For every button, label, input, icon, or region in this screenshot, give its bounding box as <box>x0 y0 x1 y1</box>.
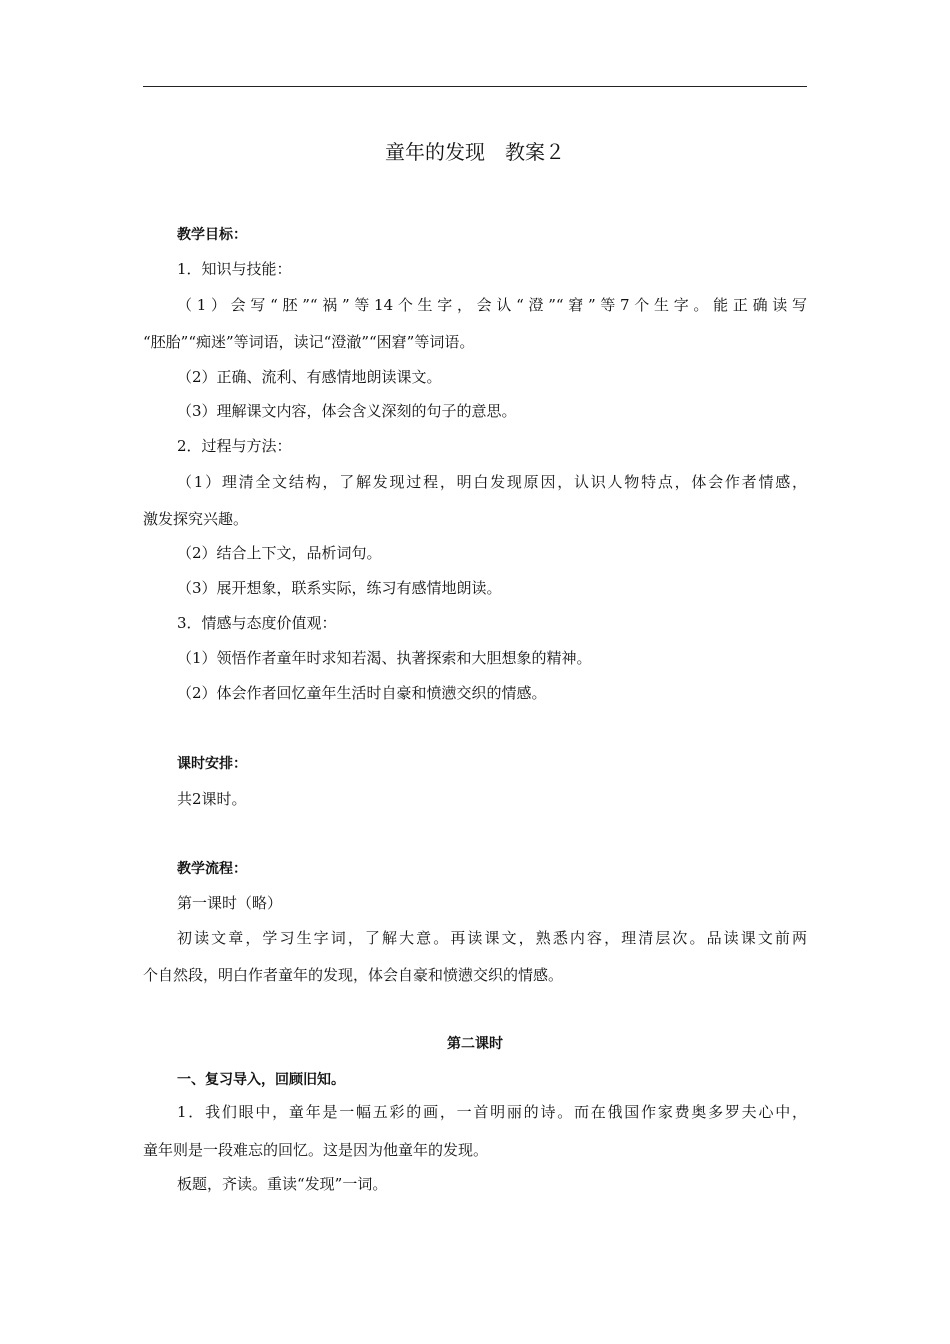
emotion-values-heading: 3．情感与态度价值观： <box>177 614 337 632</box>
step-1-para-2: 板题，齐读。重读“发现”一词。 <box>177 1175 388 1193</box>
emotion-item-1: （1）领悟作者童年时求知若渴、执著探索和大胆想象的精神。 <box>177 649 592 667</box>
knowledge-item-1-line-1: （1）会写“胚”“祸”等14个生字，会认“澄”“窘”等7个生字。能正确读写 <box>177 296 807 314</box>
lesson-1-title: 第一课时（略） <box>177 894 283 912</box>
process-item-1-line-2: 激发探究兴趣。 <box>143 510 249 528</box>
knowledge-item-1-line-2: “胚胎”“痴迷”等词语，读记“澄澈”“困窘”等词语。 <box>143 333 475 351</box>
lesson-1-line-1: 初读文章，学习生字词，了解大意。再读课文，熟悉内容，理清层次。品读课文前两 <box>177 929 807 947</box>
flow-heading: 教学流程： <box>177 861 247 877</box>
objectives-heading: 教学目标： <box>177 227 247 243</box>
step-1-para-1-line-2: 童年则是一段难忘的回忆。这是因为他童年的发现。 <box>143 1141 489 1159</box>
knowledge-skills-heading: 1．知识与技能： <box>177 260 292 278</box>
step-1-heading: 一、复习导入，回顾旧知。 <box>177 1072 345 1088</box>
lesson-1-line-2: 个自然段，明白作者童年的发现，体会自豪和愤懑交织的情感。 <box>143 966 564 984</box>
header-rule <box>143 86 807 87</box>
emotion-item-2: （2）体会作者回忆童年生活时自豪和愤懑交织的情感。 <box>177 684 547 702</box>
process-method-heading: 2．过程与方法： <box>177 437 292 455</box>
schedule-text: 共2课时。 <box>177 790 247 808</box>
lesson-2-title: 第二课时 <box>447 1036 503 1052</box>
process-item-2: （2）结合上下文，品析词句。 <box>177 544 382 562</box>
step-1-para-1-line-1: 1．我们眼中，童年是一幅五彩的画，一首明丽的诗。而在俄国作家费奥多罗夫心中， <box>177 1103 807 1121</box>
schedule-heading: 课时安排： <box>177 756 247 772</box>
document-title: 童年的发现 教案２ <box>385 140 565 164</box>
knowledge-item-3: （3）理解课文内容，体会含义深刻的句子的意思。 <box>177 402 517 420</box>
knowledge-item-2: （2）正确、流利、有感情地朗读课文。 <box>177 368 442 386</box>
process-item-1-line-1: （1）理清全文结构，了解发现过程，明白发现原因，认识人物特点，体会作者情感， <box>177 473 807 491</box>
process-item-3: （3）展开想象，联系实际，练习有感情地朗读。 <box>177 579 502 597</box>
